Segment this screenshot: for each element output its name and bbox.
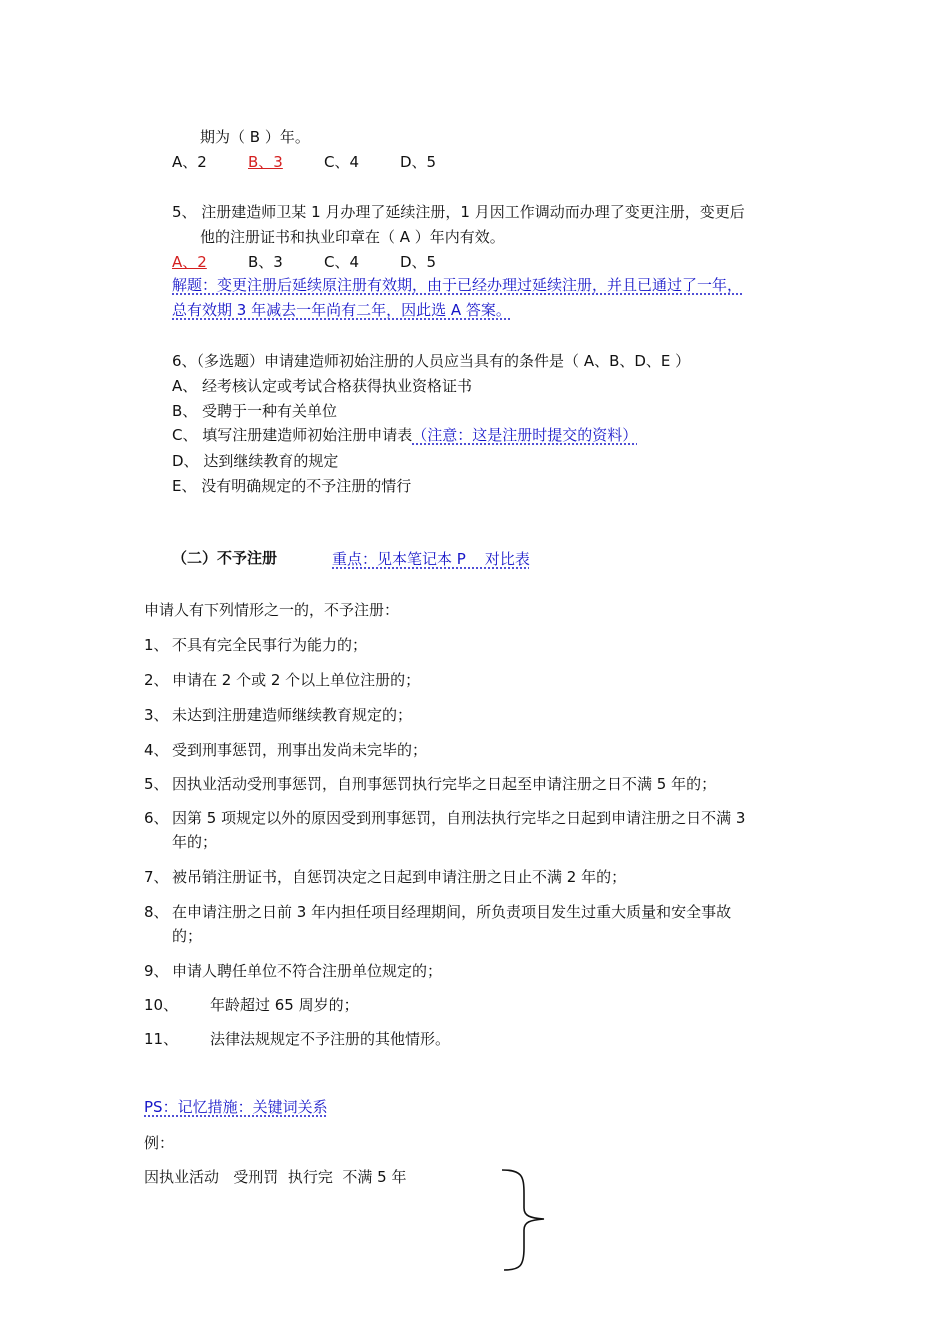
q4-option-c[interactable]: C、4 — [324, 153, 360, 171]
list-item-text: 在申请注册之日前 3 年内担任项目经理期间，所负责项目发生过重大质量和安全事故 — [172, 903, 732, 921]
list-item — [144, 705, 412, 725]
list-item-text: 因执业活动受刑事惩罚，自刑事惩罚执行完毕之日起至申请注册之日不满 5 年的； — [172, 775, 717, 793]
list-item — [144, 902, 731, 922]
list-item-number: 6、 — [144, 809, 169, 827]
list-item-text: 申请人聘任单位不符合注册单位规定的； — [172, 962, 443, 980]
list-item-number: 9、 — [144, 962, 169, 980]
list-item — [144, 774, 716, 794]
list-item-number: 10、 — [144, 996, 179, 1014]
q6-option-c — [172, 425, 637, 445]
list-item — [144, 808, 745, 828]
list-item-number: 3、 — [144, 706, 169, 724]
list-item-number: 5、 — [144, 775, 169, 793]
q4-options — [172, 152, 476, 172]
list-item — [144, 867, 626, 887]
list-item — [144, 961, 442, 981]
q6-option-a: A、 经考核认定或考试合格获得执业资格证书 — [172, 377, 473, 395]
list-item-text: 年龄超过 65 周岁的； — [210, 996, 359, 1014]
list-item-text: 因第 5 项规定以外的原因受到刑事惩罚，自刑法执行完毕之日起到申请注册之日不满 3 — [172, 809, 746, 827]
q5-stem-line1: 5、 注册建造师卫某 1 月办理了延续注册，1 月因工作调动而办理了变更注册，变更后 — [172, 203, 745, 221]
q6-option-c-text: C、 填写注册建造师初始注册申请表 — [172, 426, 413, 444]
q6-option-d: D、 达到继续教育的规定 — [172, 452, 339, 470]
q5-stem-line2: 他的注册证书和执业印章在（ A ）年内有效。 — [200, 228, 505, 246]
q4-option-d[interactable]: D、5 — [400, 153, 437, 171]
q6-option-e: E、 没有明确规定的不予注册的情行 — [172, 477, 412, 495]
list-item — [144, 635, 367, 655]
list-item-number: 7、 — [144, 868, 169, 886]
list-item-number: 2、 — [144, 671, 169, 689]
list-item-number: 8、 — [144, 903, 169, 921]
q5-options — [172, 252, 476, 272]
list-item — [144, 670, 420, 690]
q4-stem-tail: 期为（ B ）年。 — [200, 128, 310, 146]
section-title: （二）不予注册 — [172, 549, 278, 567]
q6-option-b: B、 受聘于一种有关单位 — [172, 402, 338, 420]
list-item — [144, 995, 359, 1015]
example-label: 例： — [144, 1134, 175, 1152]
list-item-text: 不具有完全民事行为能力的； — [172, 636, 368, 654]
list-item-number: 11、 — [144, 1030, 179, 1048]
q5-option-d[interactable]: D、5 — [400, 253, 437, 271]
q5-explanation-line1: 解题：变更注册后延续原注册有效期，由于已经办理过延续注册，并且已通过了一年， — [172, 276, 743, 294]
q5-option-b[interactable]: B、3 — [248, 253, 283, 271]
section-note: 重点：见本笔记本 P 对比表 — [332, 550, 530, 568]
list-item-text: 受到刑事惩罚，刑事出发尚未完毕的； — [172, 741, 428, 759]
list-item-number: 4、 — [144, 741, 169, 759]
q5-option-a-selected[interactable]: A、2 — [172, 253, 207, 271]
list-item-text: 被吊销注册证书，自惩罚决定之日起到申请注册之日止不满 2 年的； — [172, 868, 627, 886]
right-brace-icon — [498, 1166, 558, 1276]
q4-option-a[interactable]: A、2 — [172, 153, 207, 171]
list-item-number: 1、 — [144, 636, 169, 654]
q5-option-c[interactable]: C、4 — [324, 253, 360, 271]
q6-option-c-note: （注意：这是注册时提交的资料） — [412, 426, 638, 444]
q4-option-b-selected[interactable]: B、3 — [248, 153, 283, 171]
ps-title: PS：记忆措施：关键词关系 — [144, 1098, 328, 1116]
list-item-continuation: 年的； — [172, 833, 218, 851]
q6-stem: 6、（多选题）申请建造师初始注册的人员应当具有的条件是（ A、B、D、E ） — [172, 352, 691, 370]
intro-text: 申请人有下列情形之一的，不予注册： — [144, 601, 400, 619]
list-item-text: 法律法规规定不予注册的其他情形。 — [210, 1030, 451, 1048]
q5-explanation-line2: 总有效期 3 年减去一年尚有二年，因此选 A 答案。 — [172, 301, 511, 319]
example-line: 因执业活动 受刑罚 执行完 不满 5 年 — [144, 1168, 407, 1186]
list-item — [144, 740, 427, 760]
list-item-text: 申请在 2 个或 2 个以上单位注册的； — [172, 671, 421, 689]
list-item-continuation: 的； — [172, 927, 203, 945]
list-item — [144, 1029, 450, 1049]
list-item-text: 未达到注册建造师继续教育规定的； — [172, 706, 413, 724]
